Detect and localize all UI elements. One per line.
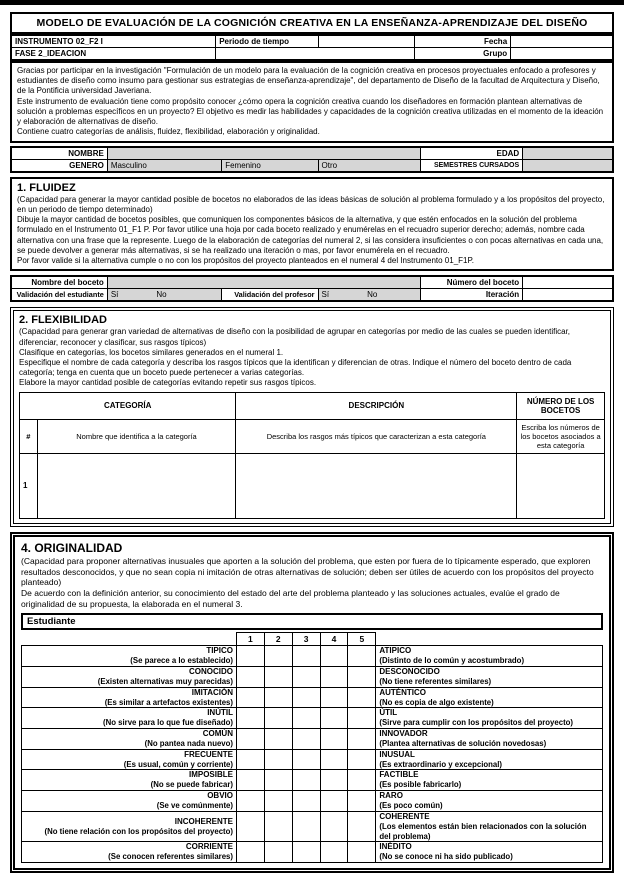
student-validation-yes[interactable]: Sí	[110, 290, 119, 300]
scale-2: 2	[264, 633, 292, 646]
rating-left-term: TIPICO	[206, 646, 233, 656]
rating-right-label	[376, 687, 603, 708]
rating-left-label	[22, 770, 237, 791]
evaluator-label: Estudiante	[21, 613, 603, 630]
category-name-input[interactable]	[37, 453, 236, 518]
date-label: Fecha	[414, 35, 510, 48]
rating-cell-3[interactable]	[292, 770, 320, 791]
rating-cell-1[interactable]	[236, 666, 264, 687]
rating-cell-2[interactable]	[264, 687, 292, 708]
rating-row	[22, 791, 603, 812]
rating-left-description: (No pantea nada nuevo)	[144, 739, 233, 748]
rating-left-label	[22, 811, 237, 841]
section-originalidad	[10, 532, 614, 873]
rating-cell-1[interactable]	[236, 842, 264, 863]
rating-row	[22, 687, 603, 708]
rating-right-term: INUSUAL	[379, 749, 415, 759]
rating-row	[22, 666, 603, 687]
sketch-number-label: Número del boceto	[420, 276, 522, 289]
sketch-number-input[interactable]	[523, 276, 613, 289]
gender-option-masculino[interactable]: Masculino	[107, 159, 221, 172]
rating-right-term: RARO	[379, 791, 403, 801]
rating-cell-2[interactable]	[264, 666, 292, 687]
section-fluidez	[10, 177, 614, 272]
rating-cell-2[interactable]	[264, 646, 292, 667]
rating-cell-1[interactable]	[236, 770, 264, 791]
rating-cell-4[interactable]	[320, 708, 348, 729]
description-column-header: DESCRIPCIÓN	[236, 392, 517, 419]
category-column-header: CATEGORÍA	[20, 392, 236, 419]
rating-cell-1[interactable]	[236, 791, 264, 812]
rating-left-term: IMITACIÓN	[191, 687, 233, 697]
rating-left-label	[22, 708, 237, 729]
rating-cell-5[interactable]	[348, 729, 376, 750]
period-label: Periodo de tiempo	[216, 35, 318, 48]
rating-right-label	[376, 708, 603, 729]
rating-right-label	[376, 646, 603, 667]
teacher-validation-options[interactable]	[318, 289, 420, 302]
rating-cell-3[interactable]	[292, 842, 320, 863]
teacher-validation-no[interactable]: No	[367, 290, 378, 300]
rating-cell-5[interactable]	[348, 842, 376, 863]
semesters-input[interactable]	[523, 159, 613, 172]
rating-cell-3[interactable]	[292, 749, 320, 770]
rating-left-term: FRECUENTE	[184, 749, 233, 759]
intro-paragraph: Contiene cuatro categorías de análisis, fluidez, flexibilidad, elaboración y originalidad.	[17, 127, 320, 137]
rating-left-term: INCOHERENTE	[174, 816, 233, 826]
rating-left-description: (Se parece a lo establecido)	[130, 656, 233, 666]
rating-cell-1[interactable]	[236, 811, 264, 841]
evaluation-form	[10, 12, 614, 873]
rating-left-label	[22, 842, 237, 863]
scale-3: 3	[292, 633, 320, 646]
originalidad-instruction: De acuerdo con la definición anterior, su conocimiento del estado del arte del problema planteado y las soluciones actuales, evalúe el grado de originalidad de su propuesta, la elaborada en el numeral 3.	[21, 588, 560, 610]
form-header-table	[10, 34, 614, 61]
rating-right-description: (Es poco común)	[379, 801, 443, 811]
student-validation-no[interactable]: No	[156, 290, 167, 300]
rating-right-description: (No es copia de algo existente)	[379, 697, 494, 707]
rating-right-label	[376, 770, 603, 791]
iteration-label: Iteración	[420, 289, 522, 302]
originality-rating-table	[21, 632, 603, 863]
student-validation-label: Validación del estudiante	[11, 289, 107, 302]
number-column-header: NÚMERO DE LOS BOCETOS	[517, 392, 605, 419]
identity-table	[10, 146, 614, 173]
name-input[interactable]	[107, 147, 420, 160]
sketch-table	[10, 275, 614, 302]
rating-right-term: INNOVADOR	[379, 729, 428, 738]
rating-cell-1[interactable]	[236, 749, 264, 770]
rating-cell-5[interactable]	[348, 646, 376, 667]
rating-cell-2[interactable]	[264, 749, 292, 770]
category-row	[20, 453, 605, 518]
rating-left-description: (Es usual, común y corriente)	[123, 759, 233, 769]
rating-right-description: (Plantea alternativas de solución novedosas)	[379, 739, 547, 748]
rating-right-description: (Sirve para cumplir con los propósitos del proyecto)	[379, 718, 574, 728]
fluidez-heading: 1. FLUIDEZ	[17, 181, 76, 194]
rating-cell-3[interactable]	[292, 811, 320, 841]
rating-cell-4[interactable]	[320, 666, 348, 687]
phase-input[interactable]	[216, 48, 415, 61]
intro-paragraph: Este instrumento de evaluación tiene como propósito conocer ¿cómo opera la cognición creativa cuando los diseñadores en formación plantean alternativas de solución a problemas específicos en un proyecto? El objetivo es medir las habilidades y capacidades de la cognición creativa utilizadas en el momento de la ideación y elaboración de alternativas de diseño.	[17, 96, 604, 127]
group-input[interactable]	[511, 48, 613, 61]
rating-left-label	[22, 791, 237, 812]
rating-left-label	[22, 646, 237, 667]
rating-row	[22, 749, 603, 770]
age-label: EDAD	[420, 147, 522, 160]
rating-row	[22, 842, 603, 863]
rating-cell-5[interactable]	[348, 791, 376, 812]
rating-left-label	[22, 749, 237, 770]
scale-header-spacer	[22, 633, 237, 646]
rating-right-label	[376, 842, 603, 863]
rating-cell-2[interactable]	[264, 811, 292, 841]
scale-header-row	[22, 633, 603, 646]
rating-left-description: (Se conocen referentes similares)	[108, 852, 233, 862]
rating-left-description: (Existen alternativas muy parecidas)	[97, 676, 233, 686]
rating-left-description: (No se puede fabricar)	[150, 780, 233, 790]
rating-cell-3[interactable]	[292, 708, 320, 729]
fluidez-instruction: Por favor valide si la alternativa cumple o no con los propósitos del proyecto planteados en el numeral 4 del Instrumento 01_F1P.	[17, 256, 475, 266]
intro-text	[10, 61, 614, 143]
rating-right-label	[376, 749, 603, 770]
rating-left-term: CONOCIDO	[188, 666, 233, 676]
rating-right-label	[376, 791, 603, 812]
rating-cell-5[interactable]	[348, 749, 376, 770]
rating-row	[22, 646, 603, 667]
sketch-name-label: Nombre del boceto	[11, 276, 107, 289]
category-row-number: 1	[20, 453, 38, 518]
rating-right-label	[376, 666, 603, 687]
rating-cell-5[interactable]	[348, 708, 376, 729]
gender-option-femenino[interactable]: Femenino	[222, 159, 318, 172]
gender-option-otro[interactable]: Otro	[318, 159, 420, 172]
rating-cell-4[interactable]	[320, 729, 348, 750]
rating-right-description: (No se conoce ni ha sido publicado)	[379, 852, 513, 862]
rating-right-term: ÚTIL	[379, 708, 398, 718]
page-top-rule	[0, 0, 624, 5]
rating-left-term: CORRIENTE	[185, 842, 233, 852]
rating-row	[22, 708, 603, 729]
description-subheader: Describa los rasgos más típicos que caracterizan a esta categoría	[236, 419, 517, 453]
rating-row	[22, 770, 603, 791]
form-title: MODELO DE EVALUACIÓN DE LA COGNICIÓN CREATIVA EN LA ENSEÑANZA-APRENDIZAJE DEL DISEÑO	[10, 12, 614, 34]
rating-cell-2[interactable]	[264, 791, 292, 812]
fluidez-definition: (Capacidad para generar la mayor cantidad posible de bocetos no elaborados de las ideas básicas de solución al problema formulado y a los propósitos del proyecto, en un periodo de tiempo determinado)	[17, 194, 605, 214]
rating-left-label	[22, 687, 237, 708]
rating-cell-4[interactable]	[320, 687, 348, 708]
flexibilidad-heading: 2. FLEXIBILIDAD	[19, 314, 108, 327]
rating-row	[22, 811, 603, 841]
rating-right-description: (Los elementos están bien relacionados con la solución del problema)	[379, 821, 587, 841]
rating-left-description: (No sirve para lo que fue diseñado)	[103, 718, 233, 728]
rating-cell-4[interactable]	[320, 770, 348, 791]
originalidad-definition: (Capacidad para proponer alternativas inusuales que aporten a la solución del problema, que esten por fuera de lo típicamente esperado, que exploren resultados desconocidos, y que no sean copia ni imitación de otras alternativas de solución; deben ser útiles de acuerdo con los propósitos del proyecto planteado)	[21, 555, 594, 588]
category-table	[19, 392, 605, 519]
rating-cell-3[interactable]	[292, 687, 320, 708]
rating-left-description: (Se ve comúnmente)	[156, 801, 233, 811]
flexibilidad-instruction: Elabore la mayor cantidad posible de categorías evitando repetir sus rasgos típicos.	[19, 378, 317, 388]
rating-right-label	[376, 811, 603, 841]
rating-cell-4[interactable]	[320, 646, 348, 667]
rating-cell-5[interactable]	[348, 770, 376, 791]
intro-paragraph: Gracias por participar en la investigación "Formulación de un modelo para la evaluación de la cognición creativa en procesos proyectuales enfocado a profesores y estudiantes de diseño como insumo para gestionar sus estrategias de enseñanza-aprendizaje", del departamento de Diseño de la facultad de Arquitectura y Diseño, de la Pontificia universidad Javeriana.	[17, 66, 600, 96]
flexibilidad-instruction: Especifique el nombre de cada categoría y describa los rasgos típicos que la identifican y diferencian de otras. Indique el número del boceto dentro de cada categoría; tenga en cuenta que un boceto puede pertenecer a varias categorías.	[19, 357, 572, 378]
rating-cell-5[interactable]	[348, 687, 376, 708]
rating-cell-1[interactable]	[236, 646, 264, 667]
rating-right-term: ATIPICO	[379, 646, 412, 656]
scale-1: 1	[236, 633, 264, 646]
age-input[interactable]	[523, 147, 613, 160]
rating-right-term: DESCONOCIDO	[379, 666, 440, 676]
section-flexibilidad	[10, 307, 614, 526]
rating-left-description: (Es similar a artefactos existentes)	[104, 697, 233, 707]
rating-cell-3[interactable]	[292, 791, 320, 812]
rating-left-label	[22, 729, 237, 750]
scale-header-spacer	[376, 633, 603, 646]
rating-cell-2[interactable]	[264, 770, 292, 791]
hash-column-header: #	[20, 419, 38, 453]
rating-right-term: COHERENTE	[379, 811, 430, 821]
rating-left-term: INÚTIL	[207, 708, 233, 718]
fluidez-instruction: Dibuje la mayor cantidad de bocetos posibles, que comuniquen los componentes básicos de la alternativa, y que estén enfocados en la solución del problema formulado en el Instrumento 01_F1 P. Por favor utilice una hoja por cada boceto realizado y enumérelas en el recuadro superior derecho; además, nombre cada alternativa con una frase que la represente. Luego de la elaboración de categorías del numeral 2, si las considera insuficientes o con pocas alternativas en cada una, se puede devolver a generar más alternativas, si se ha realizado una iteración o mas, por favor enumérela en el recuadro.	[17, 215, 604, 255]
rating-cell-4[interactable]	[320, 811, 348, 841]
rating-left-label	[22, 666, 237, 687]
iteration-input[interactable]	[523, 289, 613, 302]
scale-4: 4	[320, 633, 348, 646]
rating-cell-4[interactable]	[320, 791, 348, 812]
rating-cell-4[interactable]	[320, 842, 348, 863]
rating-right-label	[376, 729, 603, 750]
rating-left-term: OBVIO	[207, 791, 233, 801]
category-subheader: Nombre que identifica a la categoría	[37, 419, 236, 453]
rating-right-description: (Es extraordinario y excepcional)	[379, 759, 502, 769]
rating-cell-1[interactable]	[236, 708, 264, 729]
rating-right-term: FACTIBLE	[379, 770, 419, 780]
number-subheader: Escriba los números de los bocetos asociados a esta categoría	[517, 419, 605, 453]
period-input[interactable]	[318, 35, 414, 48]
rating-left-term: COMÚN	[202, 729, 233, 738]
originalidad-heading: 4. ORIGINALIDAD	[21, 540, 123, 555]
sketch-name-input[interactable]	[107, 276, 420, 289]
rating-right-description: (No tiene referentes similares)	[379, 676, 492, 686]
rating-cell-1[interactable]	[236, 687, 264, 708]
student-validation-options[interactable]	[107, 289, 221, 302]
flexibilidad-definition: (Capacidad para generar gran variedad de alternativas de diseño con la posibilidad de agrupar en categorías por medio de las cuales se pueden identificar, diferenciar, reconocer y clasificar, sus rasgos típicos)	[19, 327, 571, 347]
rating-left-term: IMPOSIBLE	[188, 770, 233, 780]
rating-right-description: (Distinto de lo común y acostumbrado)	[379, 656, 525, 666]
rating-row	[22, 729, 603, 750]
date-input[interactable]	[511, 35, 613, 48]
name-label: NOMBRE	[11, 147, 107, 160]
phase-label: FASE 2_IDEACION	[11, 48, 216, 61]
rating-cell-5[interactable]	[348, 811, 376, 841]
gender-label: GENERO	[11, 159, 107, 172]
rating-left-description: (No tiene relación con los propósitos del proyecto)	[44, 826, 233, 836]
teacher-validation-label: Validación del profesor	[222, 289, 318, 302]
rating-cell-5[interactable]	[348, 666, 376, 687]
rating-cell-2[interactable]	[264, 729, 292, 750]
flexibilidad-instruction: Clasifique en categorías, los bocetos similares generados en el numeral 1.	[19, 347, 284, 357]
semesters-label: SEMESTRES CURSADOS	[420, 159, 522, 172]
rating-cell-3[interactable]	[292, 666, 320, 687]
group-label: Grupo	[414, 48, 510, 61]
rating-cell-2[interactable]	[264, 708, 292, 729]
category-sketches-input[interactable]	[517, 453, 605, 518]
rating-right-term: AUTÉNTICO	[379, 687, 427, 697]
rating-cell-2[interactable]	[264, 842, 292, 863]
scale-5: 5	[348, 633, 376, 646]
rating-right-term: INÉDITO	[379, 842, 412, 852]
instrument-label: INSTRUMENTO 02_F2 I	[11, 35, 216, 48]
category-description-input[interactable]	[236, 453, 517, 518]
rating-cell-4[interactable]	[320, 749, 348, 770]
rating-cell-3[interactable]	[292, 729, 320, 750]
rating-right-description: (Es posible fabricarlo)	[379, 780, 462, 790]
rating-cell-1[interactable]	[236, 729, 264, 750]
teacher-validation-yes[interactable]: Sí	[321, 290, 330, 300]
rating-cell-3[interactable]	[292, 646, 320, 667]
